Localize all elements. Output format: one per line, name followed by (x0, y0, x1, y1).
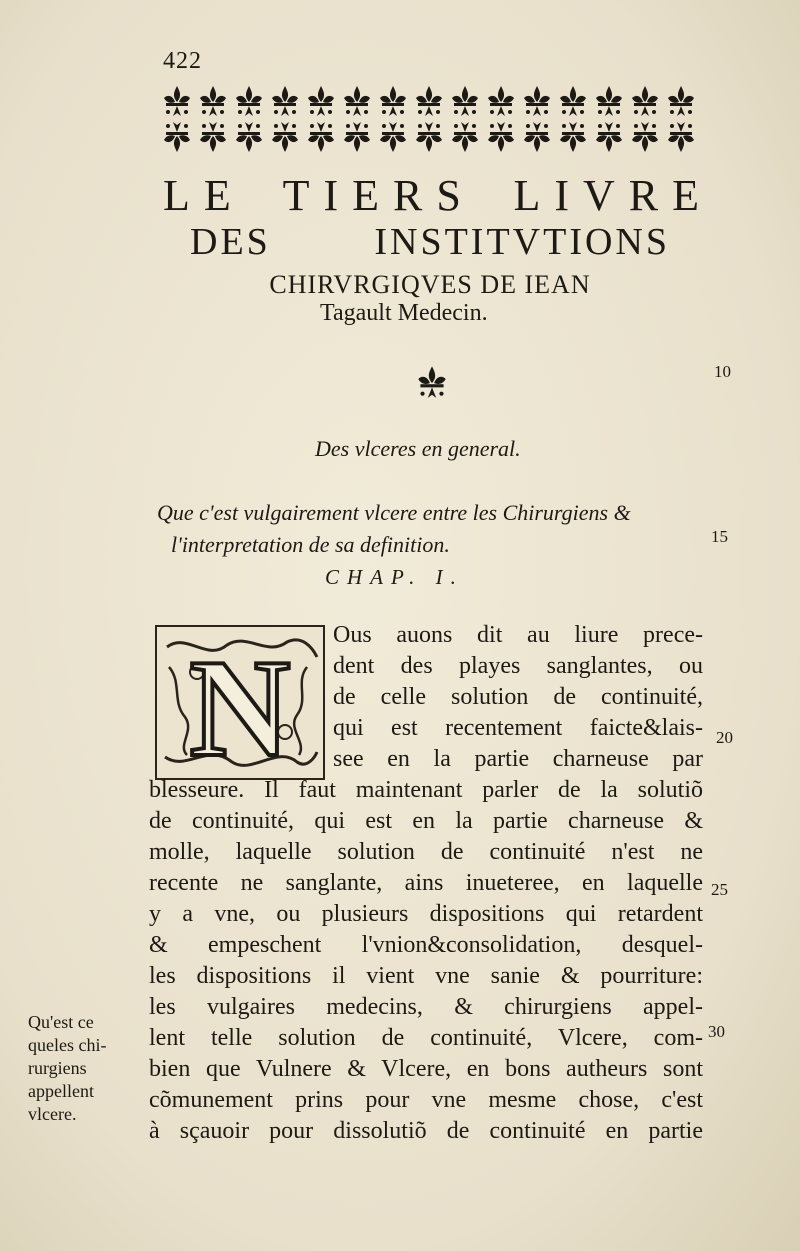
page-number: 422 (163, 48, 202, 74)
body-line: les vulgaires medecins, & chirurgiens appel- (149, 994, 703, 1020)
line-number: 15 (711, 527, 728, 546)
body-line: & empeschent l'vnion&consolidation, desquel- (149, 932, 703, 958)
body-line: y a vne, ou plusieurs dispositions qui retardent (149, 901, 703, 927)
margin-note-line: queles chi- (28, 1035, 107, 1055)
title-line-2: DES INSTITVTIONS (190, 221, 670, 263)
margin-note (28, 1011, 148, 1126)
body-line: bien que Vulnere & Vlcere, en bons autheurs sont (149, 1056, 703, 1082)
fleuron-icon (412, 360, 452, 400)
body-line: recente ne sanglante, ains inueteree, en laquelle (149, 870, 703, 896)
margin-note-line: Qu'est ce (28, 1012, 94, 1032)
ornament-band-top (160, 80, 710, 120)
line-number: 25 (711, 880, 728, 899)
chapter-heading-line-1: Que c'est vulgairement vlcere entre les Chirurgiens & (157, 500, 631, 525)
chapter-heading-line-2: l'interpretation de sa definition. (171, 532, 450, 557)
margin-note-line: vlcere. (28, 1104, 77, 1124)
body-line: Ous auons dit au liure prece- (333, 622, 703, 648)
body-line: les dispositions il vient vne sanie & pourriture: (149, 963, 703, 989)
ornament-band-bottom (160, 118, 710, 158)
body-line: blesseure. Il faut maintenant parler de la solutiõ (149, 777, 703, 803)
body-line: molle, laquelle solution de continuité n'est ne (149, 839, 703, 865)
title-line-4: Tagault Medecin. (320, 300, 488, 326)
line-number: 10 (714, 362, 731, 381)
drop-cap-letter: N (189, 631, 291, 778)
chapter-heading (157, 497, 717, 561)
chapter-label: CHAP. I. (325, 565, 464, 589)
section-title: Des vlceres en general. (315, 436, 521, 461)
body-line: dent des playes sanglantes, ou (333, 653, 703, 679)
body-line: de celle solution de continuité, (333, 684, 703, 710)
line-number: 30 (708, 1022, 725, 1041)
line-number: 20 (716, 728, 733, 747)
body-line: cõmunement prins pour vne mesme chose, c'est (149, 1087, 703, 1113)
drop-cap-initial (155, 625, 325, 780)
title-line-1: LE TIERS LIVRE (163, 171, 713, 220)
body-line: de continuité, qui est en la partie charneuse & (149, 808, 703, 834)
title-line-3: CHIRVRGIQVES DE IEAN (269, 270, 591, 299)
margin-note-line: rurgiens (28, 1058, 87, 1078)
body-line: qui est recentement faicte&lais- (333, 715, 703, 741)
margin-note-line: appellent (28, 1081, 94, 1101)
body-line: lent telle solution de continuité, Vlcere, com- (149, 1025, 703, 1051)
body-line: see en la partie charneuse par (333, 746, 703, 772)
body-line: à sçauoir pour dissolutiõ de continuité en partie (149, 1118, 703, 1144)
